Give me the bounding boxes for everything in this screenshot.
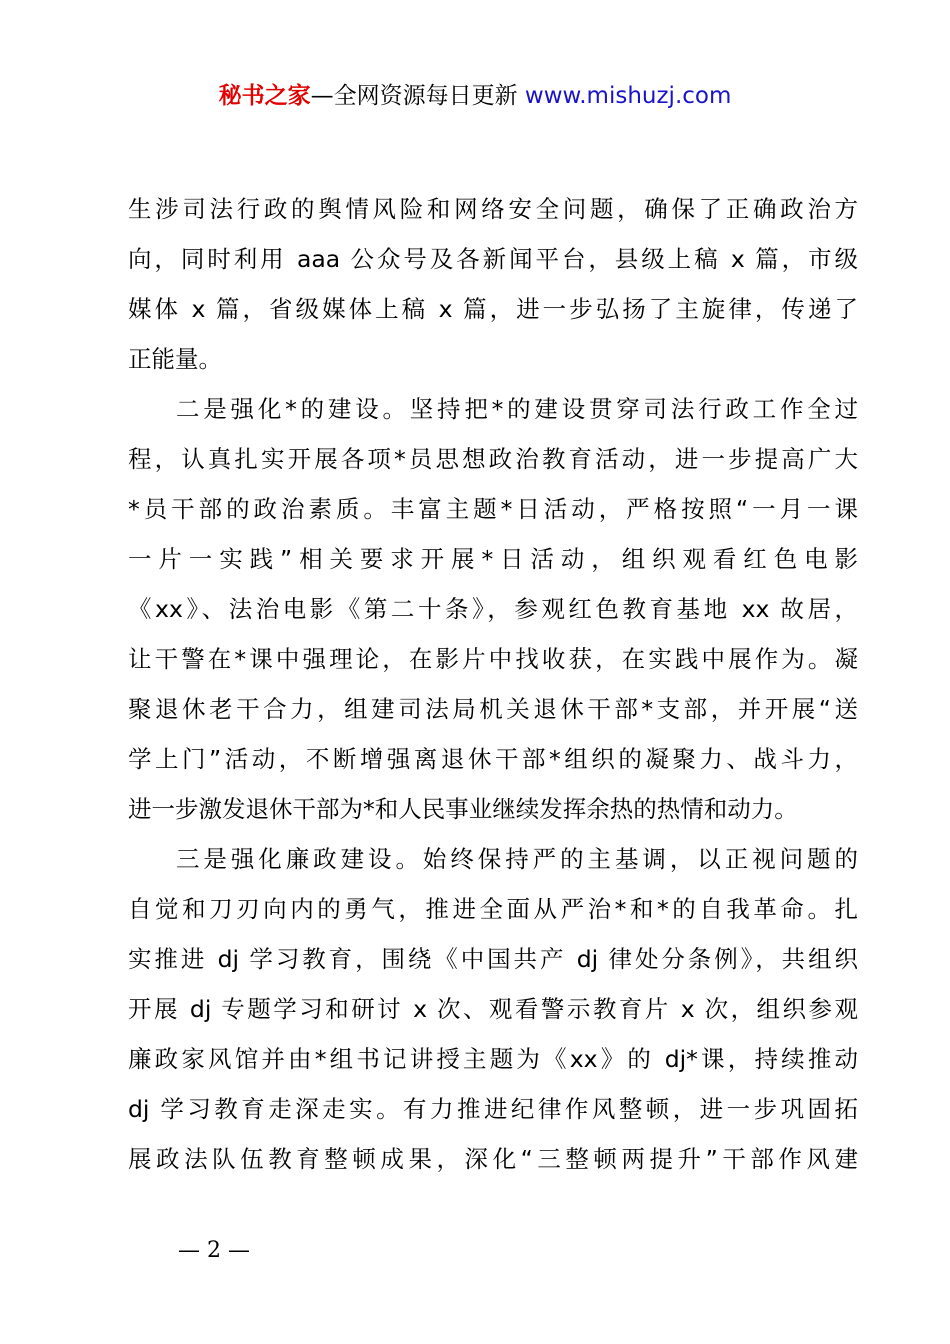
text-line: 廉政家风馆并由*组书记讲授主题为《xx》的 dj*课，持续推动 (128, 1045, 858, 1073)
paragraph-end-line: 正能量。 (128, 345, 222, 373)
text-line: 展政法队伍教育整顿成果，深化“三整顿两提升”干部作风建 (128, 1145, 858, 1173)
document-body (128, 184, 858, 1184)
text-line: 《xx》、法治电影《第二十条》，参观红色教育基地 xx 故居， (128, 595, 858, 623)
paragraph-start-line: 三是强化廉政建设。始终保持严的主基调，以正视问题的 (176, 845, 858, 873)
site-brand: 秘书之家 (218, 83, 311, 109)
paragraph-end-line: 进一步激发退休干部为*和人民事业继续发挥余热的热情和动力。 (128, 795, 798, 823)
text-line: 实推进 dj 学习教育，围绕《中国共产 dj 律处分条例》，共组织 (128, 945, 858, 973)
text-line: 程，认真扎实开展各项*员思想政治教育活动，进一步提高广大 (128, 445, 858, 473)
site-tagline: —全网资源每日更新 (310, 83, 518, 109)
text-line: 向，同时利用 aaa 公众号及各新闻平台，县级上稿 x 篇，市级 (128, 245, 858, 273)
page-number: — 2 — (178, 1238, 250, 1263)
text-line: 让干警在*课中强理论，在影片中找收获，在实践中展作为。凝 (128, 645, 858, 673)
page-header (0, 78, 950, 114)
text-line: 生涉司法行政的舆情风险和网络安全问题，确保了正确政治方 (128, 195, 858, 223)
text-line: 媒体 x 篇，省级媒体上稿 x 篇，进一步弘扬了主旋律，传递了 (128, 295, 858, 323)
text-line: 聚退休老干合力，组建司法局机关退休干部*支部，并开展“送 (128, 695, 858, 723)
paragraph-start-line: 二是强化*的建设。坚持把*的建设贯穿司法行政工作全过 (176, 395, 858, 423)
text-line: dj 学习教育走深走实。有力推进纪律作风整顿，进一步巩固拓 (128, 1095, 858, 1123)
text-line: 一片一实践”相关要求开展*日活动，组织观看红色电影 (128, 545, 858, 573)
text-line: 自觉和刀刃向内的勇气，推进全面从严治*和*的自我革命。扎 (128, 895, 858, 923)
text-line: 开展 dj 专题学习和研讨 x 次、观看警示教育片 x 次，组织参观 (128, 995, 858, 1023)
site-url[interactable]: www.mishuzj.com (524, 83, 732, 109)
text-line: 学上门”活动，不断增强离退休干部*组织的凝聚力、战斗力， (128, 745, 858, 773)
text-line: *员干部的政治素质。丰富主题*日活动，严格按照“一月一课 (128, 495, 858, 523)
